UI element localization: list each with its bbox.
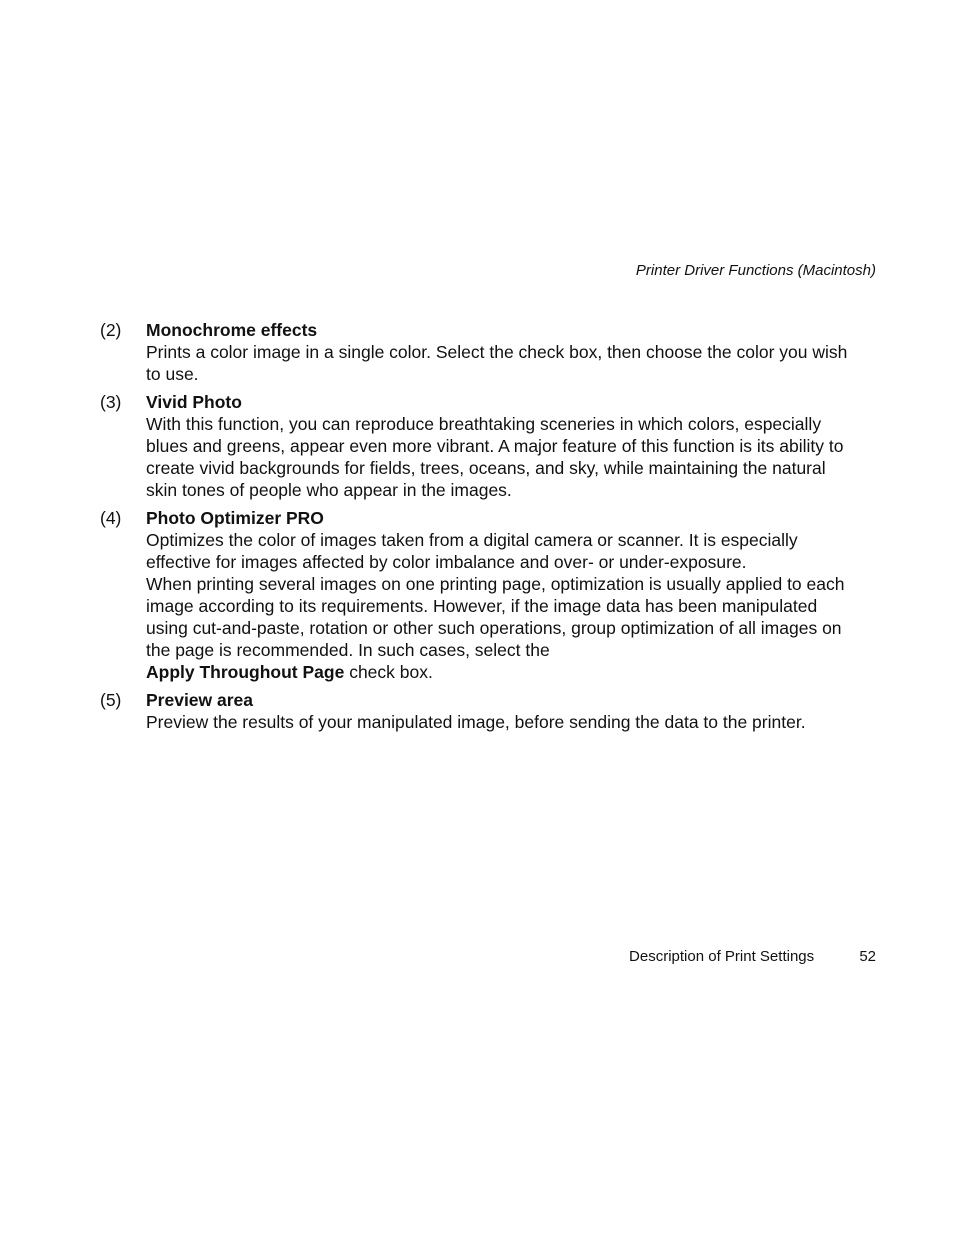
item-number: (5) <box>100 690 122 710</box>
item-body <box>146 413 860 501</box>
item-title: Photo Optimizer PRO <box>146 508 324 528</box>
list-item-monochrome-effects <box>100 319 860 385</box>
item-number: (2) <box>100 320 122 340</box>
item-body-text: With this function, you can reproduce breathtaking sceneries in which colors, especially blues and greens, appear even more vibrant. A major feature of this function is its ability to create vivid backgrounds for fields, trees, oceans, and sky, while maintaining the natural skin tones of people who appear in the images. <box>146 414 844 500</box>
item-body <box>146 529 860 683</box>
item-body-paragraph-1: Optimizes the color of images taken from a digital camera or scanner. It is especially effective for images affected by color imbalance and over- or under-exposure. <box>146 530 798 572</box>
list-item-preview-area <box>100 689 860 733</box>
item-body-paragraph-2 <box>146 573 860 683</box>
paragraph-text: When printing several images on one printing page, optimization is usually applied to each image according to its requirements. However, if the image data has been manipulated using cut-and-paste, rotation or other such operations, group optimization of all images on the page is recommended. In such cases, select the <box>146 574 845 660</box>
paragraph-tail: check box. <box>349 662 433 682</box>
settings-description-list <box>100 319 860 739</box>
running-header: Printer Driver Functions (Macintosh) <box>635 262 876 279</box>
page-number: 52 <box>859 948 876 965</box>
item-body-text: Prints a color image in a single color. Select the check box, then choose the color you wish to use. <box>146 342 848 384</box>
apply-throughout-page-label: Apply Throughout Page <box>146 662 345 682</box>
item-body <box>146 341 860 385</box>
list-item-vivid-photo <box>100 391 860 501</box>
item-number: (3) <box>100 392 122 412</box>
page-footer <box>629 948 876 965</box>
list-item-photo-optimizer-pro <box>100 507 860 683</box>
item-title: Vivid Photo <box>146 392 242 412</box>
item-title: Monochrome effects <box>146 320 318 340</box>
item-body <box>146 711 860 733</box>
item-body-text: Preview the results of your manipulated image, before sending the data to the printer. <box>146 712 806 732</box>
item-title: Preview area <box>146 690 254 710</box>
item-number: (4) <box>100 508 122 528</box>
footer-section-title: Description of Print Settings <box>629 948 815 965</box>
